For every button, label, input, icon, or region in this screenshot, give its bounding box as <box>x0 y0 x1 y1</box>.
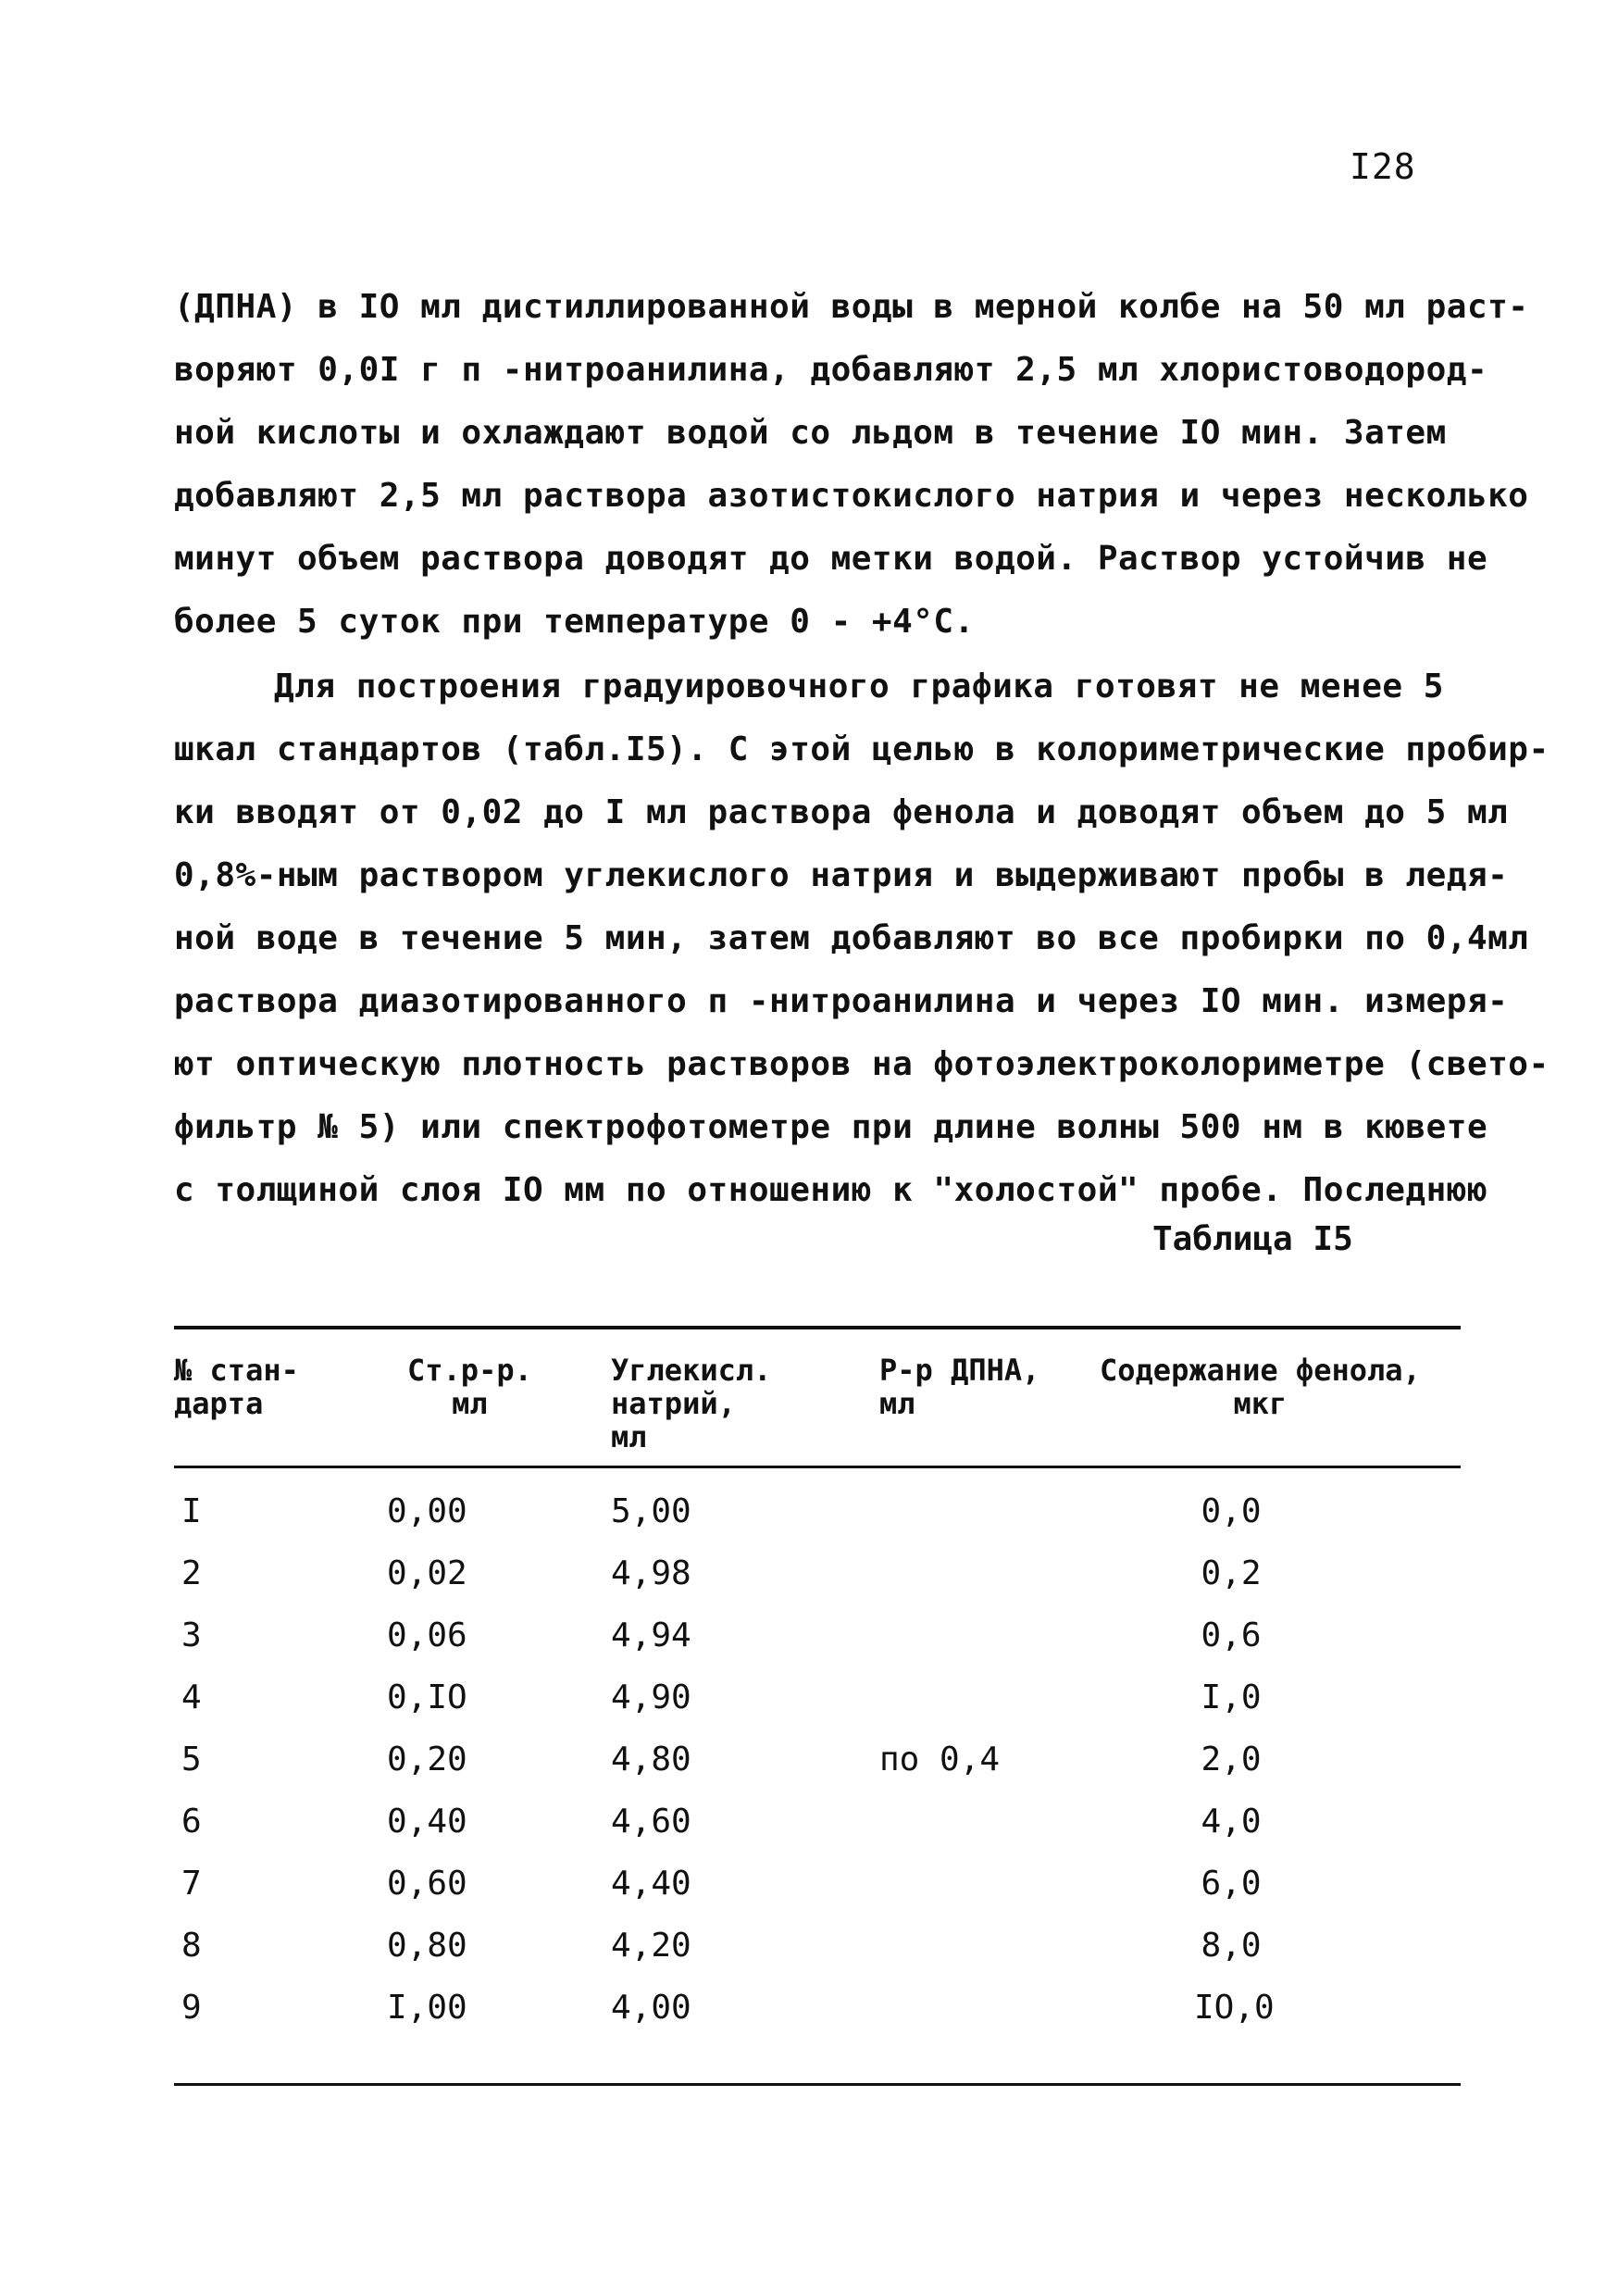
cell-standard-number: I <box>181 1492 202 1530</box>
table-row <box>0 1481 1618 1542</box>
table-caption: Таблица I5 <box>1152 1220 1353 1258</box>
header-standard-solution: Ст.р-р. мл <box>407 1353 532 1421</box>
cell-phenol-content: 4,0 <box>1201 1803 1262 1841</box>
text-line: более 5 суток при температуре 0 - +4°С. <box>174 603 975 641</box>
paragraph-2 <box>174 655 1550 1222</box>
text-line: ки вводят от 0,02 до I мл раствора фенола и доводят объем до 5 мл <box>174 793 1509 831</box>
table-bottom-rule <box>174 2083 1461 2086</box>
table-row <box>0 1667 1618 1728</box>
cell-standard-solution: 0,00 <box>387 1492 467 1530</box>
header-dpna-solution: Р-р ДПНА, мл <box>879 1353 1040 1421</box>
text-line: фильтр № 5) или спектрофотометре при длине волны 500 нм в кювете <box>174 1108 1488 1146</box>
table-row <box>0 1791 1618 1853</box>
text-line: (ДПНА) в IO мл дистиллированной воды в мерной колбе на 50 мл раст- <box>174 288 1529 326</box>
paragraph-1 <box>174 276 1529 654</box>
cell-sodium-carbonate: 4,60 <box>611 1803 691 1841</box>
cell-standard-number: 2 <box>181 1554 202 1592</box>
cell-standard-solution: 0,80 <box>387 1927 467 1965</box>
table-header-rule <box>174 1466 1461 1468</box>
table-row <box>0 1543 1618 1604</box>
text-line: минут объем раствора доводят до метки водой. Раствор устойчив не <box>174 540 1488 578</box>
cell-standard-number: 6 <box>181 1803 202 1841</box>
page-number: I28 <box>1350 146 1416 187</box>
cell-sodium-carbonate: 5,00 <box>611 1492 691 1530</box>
table-row <box>0 1729 1618 1791</box>
cell-phenol-content: 6,0 <box>1201 1865 1262 1903</box>
text-line: добавляют 2,5 мл раствора азотистокислого натрия и через несколько <box>174 477 1529 515</box>
cell-sodium-carbonate: 4,98 <box>611 1554 691 1592</box>
table-row <box>0 1915 1618 1977</box>
table-row <box>0 1978 1618 2039</box>
table-row <box>0 1605 1618 1666</box>
cell-phenol-content: I,0 <box>1201 1678 1262 1716</box>
text-line: ной кислоты и охлаждают водой со льдом в течение IO мин. Затем <box>174 414 1447 452</box>
text-line: с толщиной слоя IO мм по отношению к "холостой" пробе. Последнюю <box>174 1171 1488 1209</box>
cell-standard-number: 3 <box>181 1616 202 1654</box>
cell-sodium-carbonate: 4,00 <box>611 1989 691 2027</box>
cell-sodium-carbonate: 4,94 <box>611 1616 691 1654</box>
text-line: Для построения градуировочного графика готовят не менее 5 <box>274 668 1444 705</box>
header-standard-number: № стан- дарта <box>174 1353 299 1421</box>
cell-sodium-carbonate: 4,90 <box>611 1678 691 1716</box>
cell-sodium-carbonate: 4,80 <box>611 1741 691 1778</box>
cell-phenol-content: 0,6 <box>1201 1616 1262 1654</box>
table-top-rule <box>174 1326 1461 1329</box>
text-line: воряют 0,0I г п -нитроанилина, добавляют 2,5 мл хлористоводород- <box>174 351 1488 389</box>
text-line: 0,8%-ным раствором углекислого натрия и выдерживают пробы в ледя- <box>174 856 1509 894</box>
cell-phenol-content: 2,0 <box>1201 1741 1262 1778</box>
cell-phenol-content: 0,0 <box>1201 1492 1262 1530</box>
header-phenol-content: Содержание фенола, мкг <box>1100 1353 1421 1421</box>
text-line: ют оптическую плотность растворов на фотоэлектроколориметре (свето- <box>174 1045 1550 1083</box>
cell-standard-solution: 0,20 <box>387 1741 467 1778</box>
cell-sodium-carbonate: 4,20 <box>611 1927 691 1965</box>
cell-standard-number: 4 <box>181 1678 202 1716</box>
text-line: шкал стандартов (табл.I5). С этой целью в колориметрические пробир- <box>174 730 1550 768</box>
text-line: ной воде в течение 5 мин, затем добавляют во все пробирки по 0,4мл <box>174 919 1529 957</box>
cell-phenol-content: 8,0 <box>1201 1927 1262 1965</box>
cell-sodium-carbonate: 4,40 <box>611 1865 691 1903</box>
cell-phenol-content: 0,2 <box>1201 1554 1262 1592</box>
text-line: раствора диазотированного п -нитроанилина и через IO мин. измеря- <box>174 982 1509 1020</box>
table-row <box>0 1853 1618 1915</box>
cell-standard-solution: 0,06 <box>387 1616 467 1654</box>
cell-standard-number: 5 <box>181 1741 202 1778</box>
header-sodium-carbonate: Углекисл. натрий, мл <box>611 1353 772 1454</box>
cell-standard-solution: I,00 <box>387 1989 467 2027</box>
cell-standard-solution: 0,02 <box>387 1554 467 1592</box>
cell-standard-solution: 0,40 <box>387 1803 467 1841</box>
cell-phenol-content: IO,0 <box>1194 1989 1275 2027</box>
cell-standard-number: 9 <box>181 1989 202 2027</box>
cell-dpna-merged: по 0,4 <box>879 1741 1001 1778</box>
cell-standard-solution: 0,IO <box>387 1678 467 1716</box>
cell-standard-number: 8 <box>181 1927 202 1965</box>
cell-standard-solution: 0,60 <box>387 1865 467 1903</box>
cell-standard-number: 7 <box>181 1865 202 1903</box>
